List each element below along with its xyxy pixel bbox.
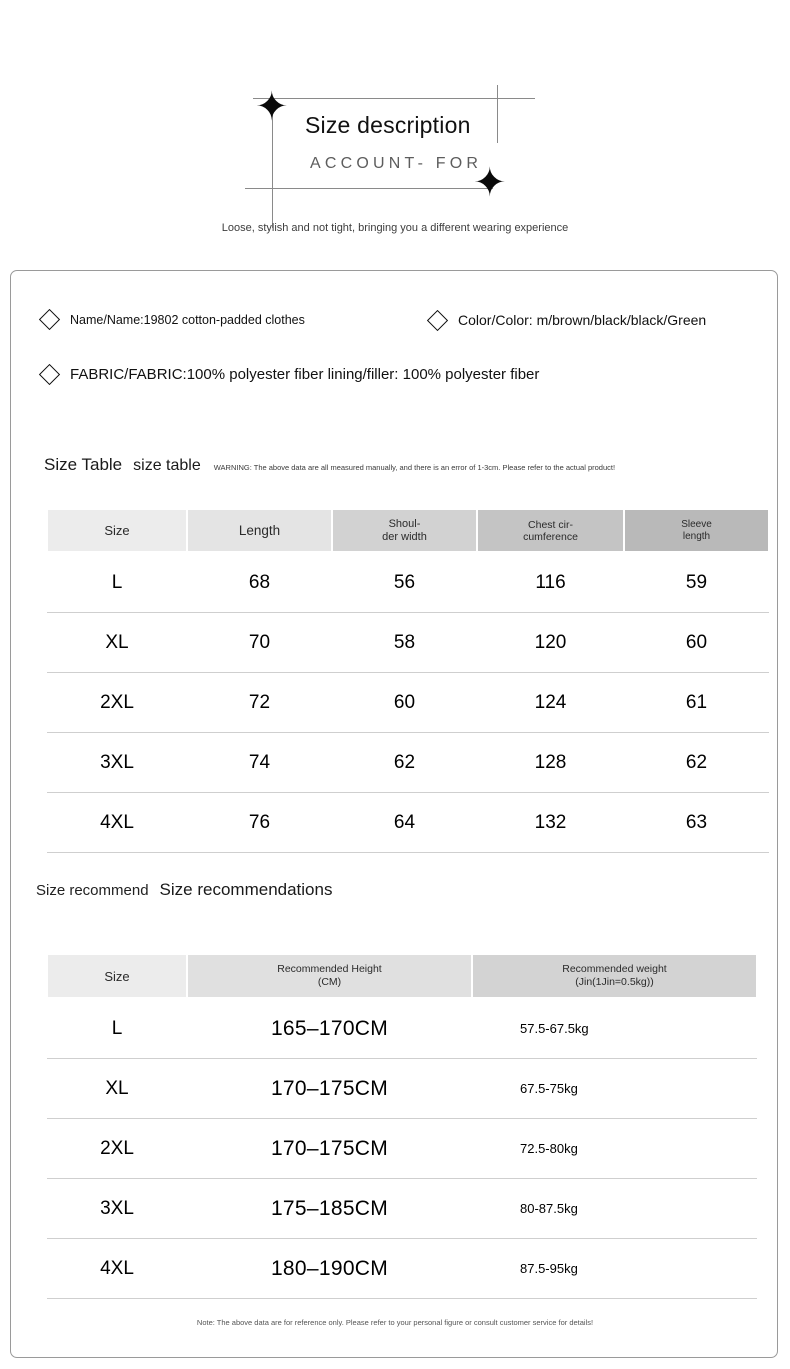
diamond-icon bbox=[39, 309, 60, 330]
cell-shoulder: 60 bbox=[332, 673, 477, 733]
cell-chest: 120 bbox=[477, 613, 624, 673]
cell-chest: 132 bbox=[477, 793, 624, 853]
size-table-col-chest-circumference bbox=[477, 509, 624, 552]
table-row bbox=[47, 733, 769, 793]
cell-height: 165–170CM bbox=[187, 998, 472, 1059]
spec-fabric-label: FABRIC/FABRIC:100% polyester fiber lining/filler: 100% polyester fiber bbox=[70, 366, 540, 383]
diamond-icon bbox=[427, 309, 448, 330]
banner-decoration bbox=[245, 85, 535, 205]
cell-size: XL bbox=[47, 1059, 187, 1119]
cell-size: 4XL bbox=[47, 1239, 187, 1299]
cell-height: 170–175CM bbox=[187, 1059, 472, 1119]
spec-product-name bbox=[42, 312, 305, 327]
col-chest-line1: Chest cir- bbox=[528, 518, 573, 531]
cell-length: 70 bbox=[187, 613, 332, 673]
cell-size: 2XL bbox=[47, 673, 187, 733]
cell-chest: 116 bbox=[477, 552, 624, 613]
spec-color bbox=[430, 312, 706, 328]
cell-sleeve: 63 bbox=[624, 793, 769, 853]
page-banner bbox=[0, 0, 790, 258]
table-row bbox=[47, 1119, 757, 1179]
page-tagline: Loose, stylish and not tight, bringing you a different wearing experience bbox=[221, 222, 569, 234]
cell-height: 175–185CM bbox=[187, 1179, 472, 1239]
deco-line-vertical-right bbox=[497, 85, 498, 143]
col-shoulder-line2: der width bbox=[382, 530, 427, 543]
cell-sleeve: 60 bbox=[624, 613, 769, 673]
table-row bbox=[47, 673, 769, 733]
size-table-col-size: Size bbox=[47, 509, 187, 552]
cell-weight: 57.5-67.5kg bbox=[472, 998, 757, 1059]
cell-size: 2XL bbox=[47, 1119, 187, 1179]
size-table-col-length: Length bbox=[187, 509, 332, 552]
size-table-col-sleeve-length bbox=[624, 509, 769, 552]
size-table-col-shoulder-width bbox=[332, 509, 477, 552]
sparkle-icon-right: ✦ bbox=[473, 161, 507, 205]
size-rec-col-recommended-height bbox=[187, 954, 472, 998]
spec-color-label: Color/Color: m/brown/black/black/Green bbox=[458, 312, 707, 328]
cell-shoulder: 56 bbox=[332, 552, 477, 613]
table-row bbox=[47, 1059, 757, 1119]
deco-line-vertical-left bbox=[272, 113, 273, 228]
size-table-heading-en: size table bbox=[133, 457, 201, 474]
col-height-line2: (CM) bbox=[317, 976, 342, 989]
cell-size: 3XL bbox=[47, 1179, 187, 1239]
cell-sleeve: 59 bbox=[624, 552, 769, 613]
col-height-line1: Recommended Height bbox=[277, 963, 382, 975]
cell-length: 72 bbox=[187, 673, 332, 733]
col-weight-line2: (Jin(1Jin=0.5kg)) bbox=[575, 976, 654, 989]
cell-height: 170–175CM bbox=[187, 1119, 472, 1179]
cell-weight: 80-87.5kg bbox=[472, 1179, 757, 1239]
size-table-header-row bbox=[47, 509, 769, 552]
cell-length: 68 bbox=[187, 552, 332, 613]
sparkle-icon-left: ✦ bbox=[255, 85, 289, 129]
size-rec-heading-cn: Size recommend bbox=[36, 882, 149, 899]
size-recommendation-heading bbox=[36, 880, 345, 900]
size-rec-header-row bbox=[47, 954, 757, 998]
spec-product-name-label: Name/Name:19802 cotton-padded clothes bbox=[70, 312, 305, 327]
footer-note: Note: The above data are for reference only. Please refer to your personal figure or consult customer service for details! bbox=[196, 1318, 594, 1327]
col-sleeve-line1: Sleeve bbox=[681, 519, 712, 531]
cell-length: 76 bbox=[187, 793, 332, 853]
col-chest-line2: cumference bbox=[523, 530, 578, 543]
cell-size: 4XL bbox=[47, 793, 187, 853]
size-table-heading bbox=[44, 455, 615, 475]
cell-weight: 87.5-95kg bbox=[472, 1239, 757, 1299]
col-weight-line1: Recommended weight bbox=[562, 963, 667, 975]
deco-line-bottom bbox=[245, 188, 493, 189]
page-subtitle: ACCOUNT- FOR bbox=[310, 155, 483, 172]
cell-chest: 124 bbox=[477, 673, 624, 733]
col-sleeve-line2: length bbox=[682, 530, 711, 542]
cell-shoulder: 64 bbox=[332, 793, 477, 853]
table-row bbox=[47, 1179, 757, 1239]
table-row bbox=[47, 793, 769, 853]
size-rec-col-recommended-weight bbox=[472, 954, 757, 998]
col-shoulder-line1: Shoul- bbox=[388, 518, 421, 530]
cell-shoulder: 58 bbox=[332, 613, 477, 673]
size-table-heading-cn: Size Table bbox=[44, 455, 123, 474]
cell-height: 180–190CM bbox=[187, 1239, 472, 1299]
size-recommendation-table bbox=[46, 953, 758, 1299]
table-row bbox=[47, 1239, 757, 1299]
size-rec-heading-en: Size recommendations bbox=[159, 880, 333, 899]
cell-weight: 72.5-80kg bbox=[472, 1119, 757, 1179]
cell-size: 3XL bbox=[47, 733, 187, 793]
spec-fabric bbox=[42, 366, 539, 383]
table-row bbox=[47, 998, 757, 1059]
size-table bbox=[46, 508, 770, 853]
page-title: Size description bbox=[305, 112, 471, 138]
cell-size: L bbox=[47, 998, 187, 1059]
table-row bbox=[47, 552, 769, 613]
cell-chest: 128 bbox=[477, 733, 624, 793]
table-row bbox=[47, 613, 769, 673]
cell-sleeve: 62 bbox=[624, 733, 769, 793]
cell-size: L bbox=[47, 552, 187, 613]
diamond-icon bbox=[39, 364, 60, 385]
cell-length: 74 bbox=[187, 733, 332, 793]
cell-weight: 67.5-75kg bbox=[472, 1059, 757, 1119]
cell-size: XL bbox=[47, 613, 187, 673]
size-rec-col-size: Size bbox=[47, 954, 187, 998]
size-table-warning-text: WARNING: The above data are all measured manually, and there is an error of 1-3cm. Please refer to the actual product! bbox=[213, 463, 616, 472]
cell-shoulder: 62 bbox=[332, 733, 477, 793]
cell-sleeve: 61 bbox=[624, 673, 769, 733]
deco-line-top bbox=[253, 98, 535, 99]
